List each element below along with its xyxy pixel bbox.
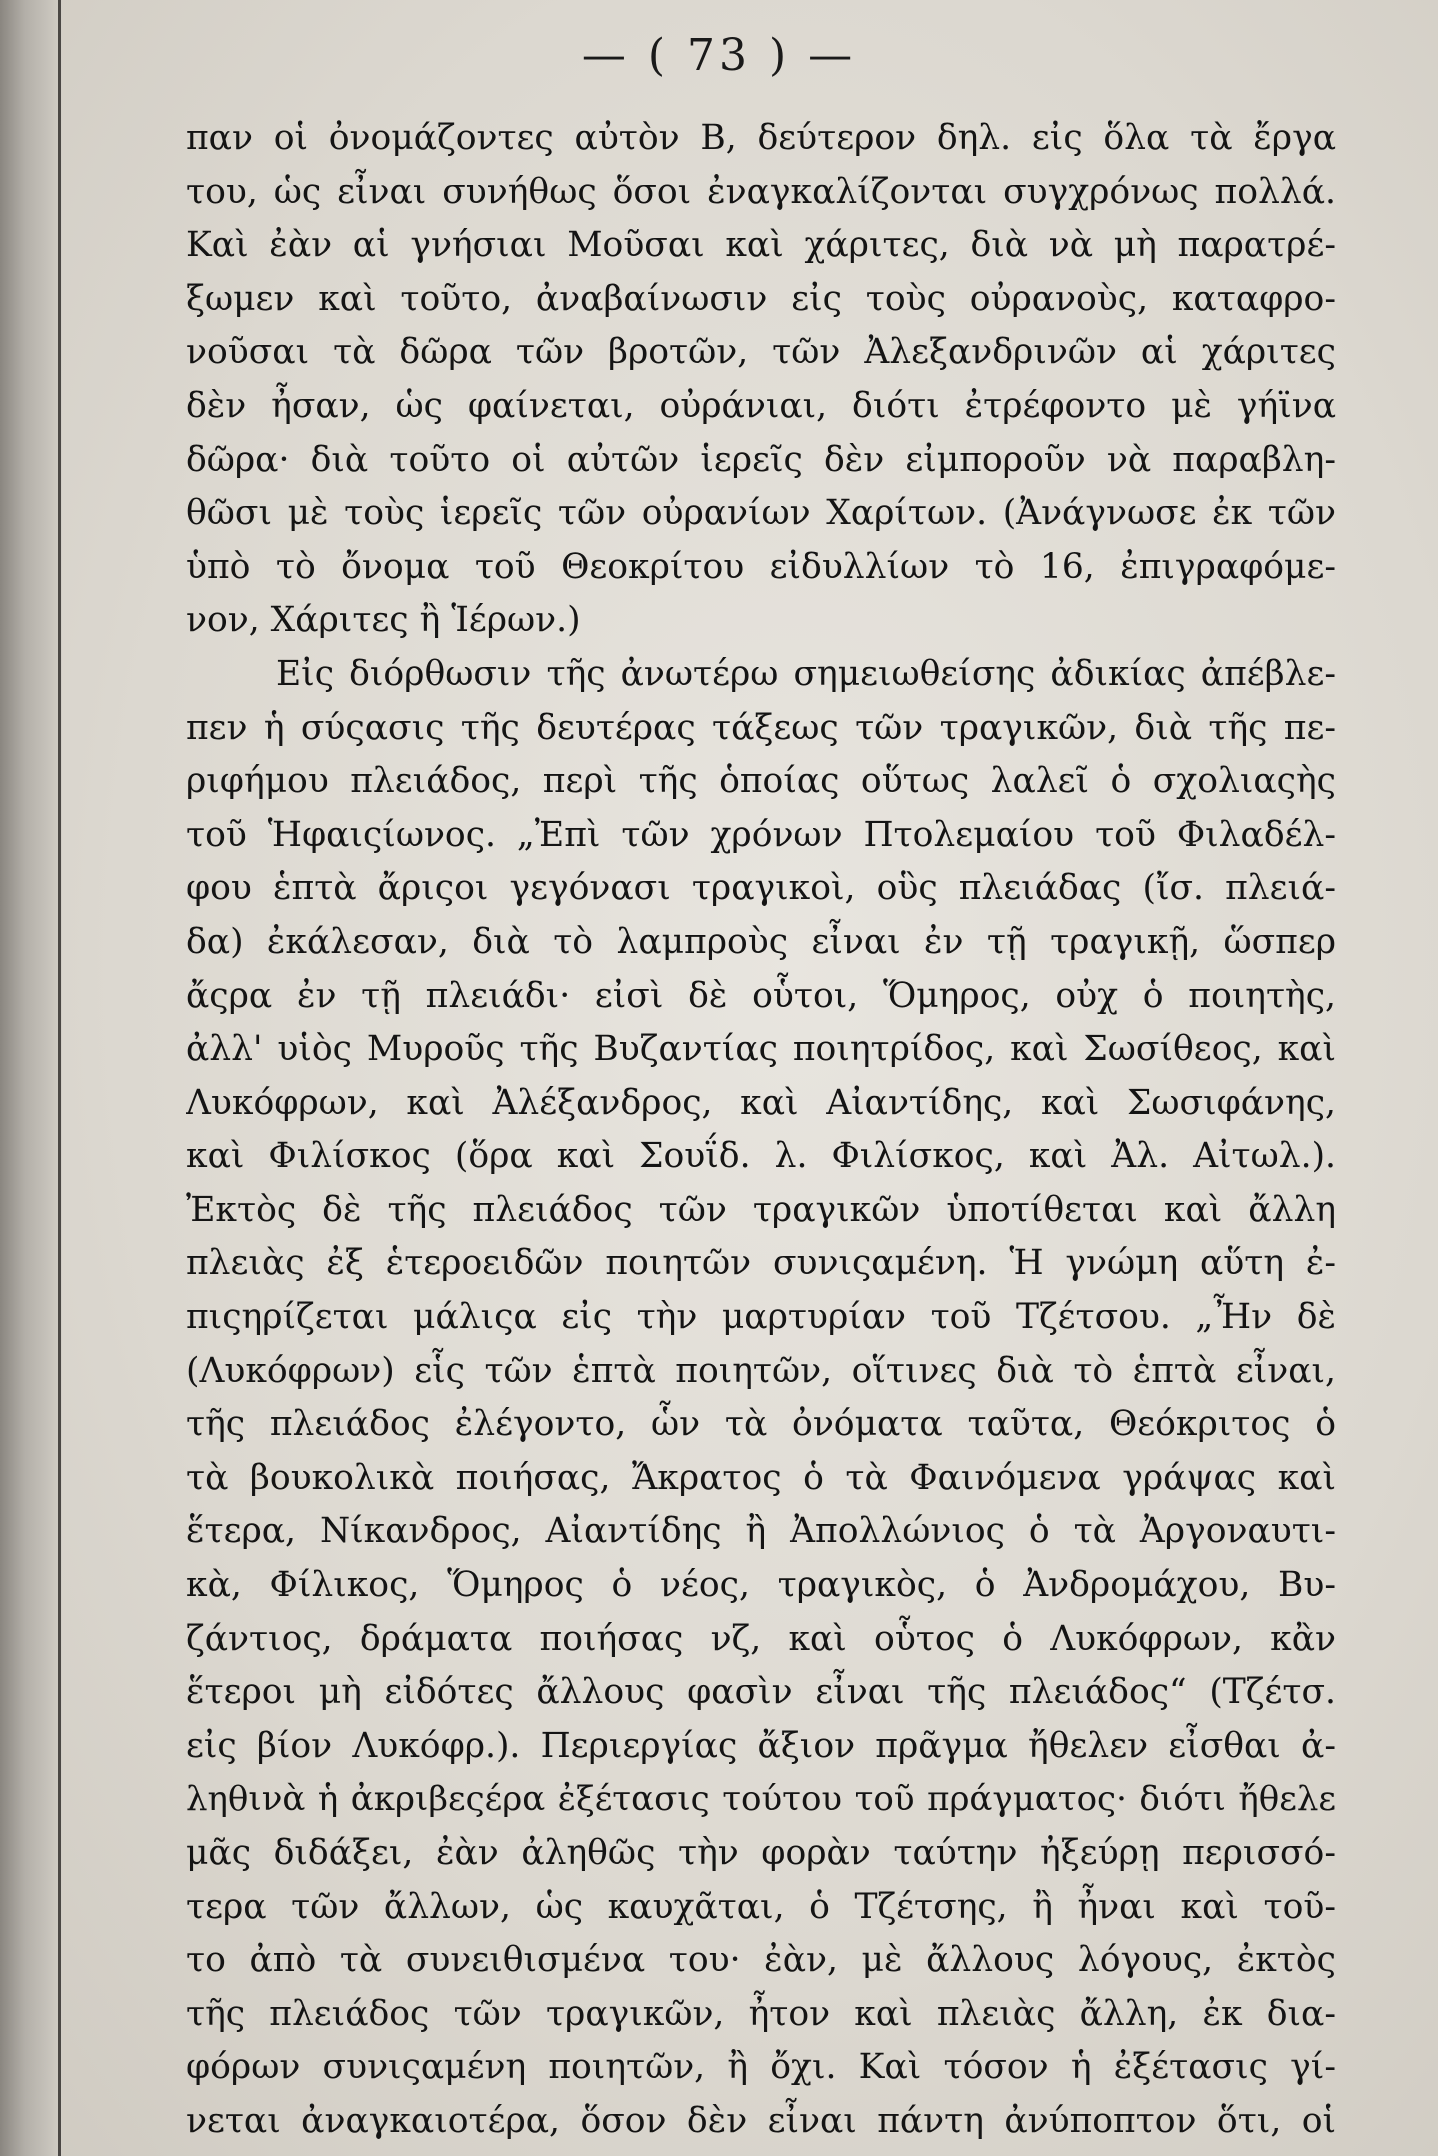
text-line: νοῦσαι τὰ δῶρα τῶν βροτῶν, τῶν Ἀλεξανδρινῶν αἱ χάριτες: [186, 332, 1336, 373]
text-line: πεν ἡ σύςασις τῆς δευτέρας τάξεως τῶν τραγικῶν, διὰ τῆς πε-: [186, 707, 1336, 748]
text-line: παν οἱ ὀνομάζοντες αὐτὸν Β, δεύτερον δηλ. εἰς ὅλα τὰ ἔργα: [186, 118, 1336, 158]
text-line: νεται ἀναγκαιοτέρα, ὅσον δὲν εἶναι πάντη ἀνύποπτον ὅτι, οἱ: [186, 2100, 1336, 2141]
binding-edge: [58, 0, 61, 2156]
text-line: πιςηρίζεται μάλιςα εἰς τὴν μαρτυρίαν τοῦ Τζέτσου. „Ἦν δὲ: [186, 1297, 1336, 1338]
text-line: ἀλλ' υἱὸς Μυροῦς τῆς Βυζαντίας ποιητρίδος, καὶ Σωσίθεος, καὶ: [186, 1029, 1336, 1070]
text-line: ἕτερα, Νίκανδρος, Αἰαντίδης ἢ Ἀπολλώνιος ὁ τὰ Ἀργοναυτι-: [186, 1511, 1336, 1552]
text-line: Λυκόφρων, καὶ Ἀλέξανδρος, καὶ Αἰαντίδης, καὶ Σωσιφάνης,: [186, 1082, 1336, 1123]
text-line: κὰ, Φίλικος, Ὅμηρος ὁ νέος, τραγικὸς, ὁ Ἀνδρομάχου, Βυ-: [186, 1565, 1336, 1606]
text-line: τοῦ Ἡφαιςίωνος. „Ἐπὶ τῶν χρόνων Πτολεμαίου τοῦ Φιλαδέλ-: [186, 814, 1336, 855]
text-line: το ἀπὸ τὰ συνειθισμένα του· ἐὰν, μὲ ἄλλους λόγους, ἐκτὸς: [186, 1940, 1336, 1981]
text-line: ἕτεροι μὴ εἰδότες ἄλλους φασὶν εἶναι τῆς πλειάδος“ (Τζέτσ.: [186, 1672, 1336, 1713]
body-text: [186, 112, 1336, 2149]
text-line: θῶσι μὲ τοὺς ἱερεῖς τῶν οὐρανίων Χαρίτων. (Ἀνάγνωσε ἐκ τῶν: [186, 493, 1336, 534]
text-line: ξωμεν καὶ τοῦτο, ἀναβαίνωσιν εἰς τοὺς οὐρανοὺς, καταφρο-: [186, 278, 1336, 319]
text-line: ἄςρα ἐν τῇ πλειάδι· εἰσὶ δὲ οὗτοι, Ὅμηρος, οὐχ ὁ ποιητὴς,: [186, 975, 1336, 1016]
text-line: του, ὡς εἶναι συνήθως ὅσοι ἐναγκαλίζονται συγχρόνως πολλά.: [186, 171, 1336, 212]
text-line: φου ἑπτὰ ἄριςοι γεγόνασι τραγικοὶ, οὓς πλειάδας (ἴσ. πλειά-: [186, 868, 1336, 909]
text-line: τερα τῶν ἄλλων, ὡς καυχᾶται, ὁ Τζέτσης, ἢ ἦναι καὶ τοῦ-: [186, 1886, 1336, 1927]
text-line: ζάντιος, δράματα ποιήσας νζ, καὶ οὗτος ὁ Λυκόφρων, κἂν: [186, 1618, 1336, 1659]
page-number-header: — ( 73 ) —: [581, 30, 857, 81]
text-line: δα) ἐκάλεσαν, διὰ τὸ λαμπροὺς εἶναι ἐν τῇ τραγικῇ, ὥσπερ: [186, 921, 1336, 962]
text-line: Ἐκτὸς δὲ τῆς πλειάδος τῶν τραγικῶν ὑποτίθεται καὶ ἄλλη: [186, 1189, 1336, 1230]
gutter-shadow: [0, 0, 62, 2156]
text-line: νον, Χάριτες ἢ Ἱέρων.): [186, 600, 581, 641]
text-line: ληθινὰ ἡ ἀκριβεςέρα ἐξέτασις τούτου τοῦ πράγματος· διότι ἤθελε: [186, 1779, 1336, 1820]
text-line: (Λυκόφρων) εἷς τῶν ἑπτὰ ποιητῶν, οἵτινες διὰ τὸ ἑπτὰ εἶναι,: [186, 1350, 1336, 1391]
text-line: τῆς πλειάδος τῶν τραγικῶν, ἦτον καὶ πλειὰς ἄλλη, ἐκ δια-: [186, 1993, 1336, 2034]
text-line: ριφήμου πλειάδος, περὶ τῆς ὁποίας οὕτως λαλεῖ ὁ σχολιαςὴς: [186, 761, 1336, 802]
text-line: δῶρα· διὰ τοῦτο οἱ αὐτῶν ἱερεῖς δὲν εἰμποροῦν νὰ παραβλη-: [186, 439, 1336, 480]
text-line: Καὶ ἐὰν αἱ γνήσιαι Μοῦσαι καὶ χάριτες, διὰ νὰ μὴ παρατρέ-: [186, 225, 1336, 266]
text-line: πλειὰς ἐξ ἑτεροειδῶν ποιητῶν συνιςαμένη. Ἡ γνώμη αὕτη ἐ-: [186, 1243, 1336, 1284]
paragraph-start-line: Εἰς διόρθωσιν τῆς ἀνωτέρω σημειωθείσης ἀδικίας ἀπέβλε-: [276, 653, 1336, 694]
text-line: καὶ Φιλίσκος (ὅρα καὶ Σουΐδ. λ. Φιλίσκος, καὶ Ἀλ. Αἰτωλ.).: [186, 1136, 1336, 1177]
text-line: τὰ βουκολικὰ ποιήσας, Ἄκρατος ὁ τὰ Φαινόμενα γράψας καὶ: [186, 1457, 1336, 1498]
text-line: ὑπὸ τὸ ὄνομα τοῦ Θεοκρίτου εἰδυλλίων τὸ 16, ἐπιγραφόμε-: [186, 546, 1336, 587]
text-line: φόρων συνιςαμένη ποιητῶν, ἢ ὄχι. Καὶ τόσον ἡ ἐξέτασις γί-: [186, 2047, 1336, 2088]
text-line: τῆς πλειάδος ἐλέγοντο, ὧν τὰ ὀνόματα ταῦτα, Θεόκριτος ὁ: [186, 1404, 1336, 1445]
text-line: μᾶς διδάξει, ἐὰν ἀληθῶς τὴν φορὰν ταύτην ἠξεύρῃ περισσό-: [186, 1833, 1336, 1873]
text-line: εἰς βίον Λυκόφρ.). Περιεργίας ἄξιον πρᾶγμα ἤθελεν εἶσθαι ἀ-: [186, 1725, 1336, 1766]
text-line: δὲν ἦσαν, ὡς φαίνεται, οὐράνιαι, διότι ἐτρέφοντο μὲ γήϊνα: [186, 385, 1336, 426]
